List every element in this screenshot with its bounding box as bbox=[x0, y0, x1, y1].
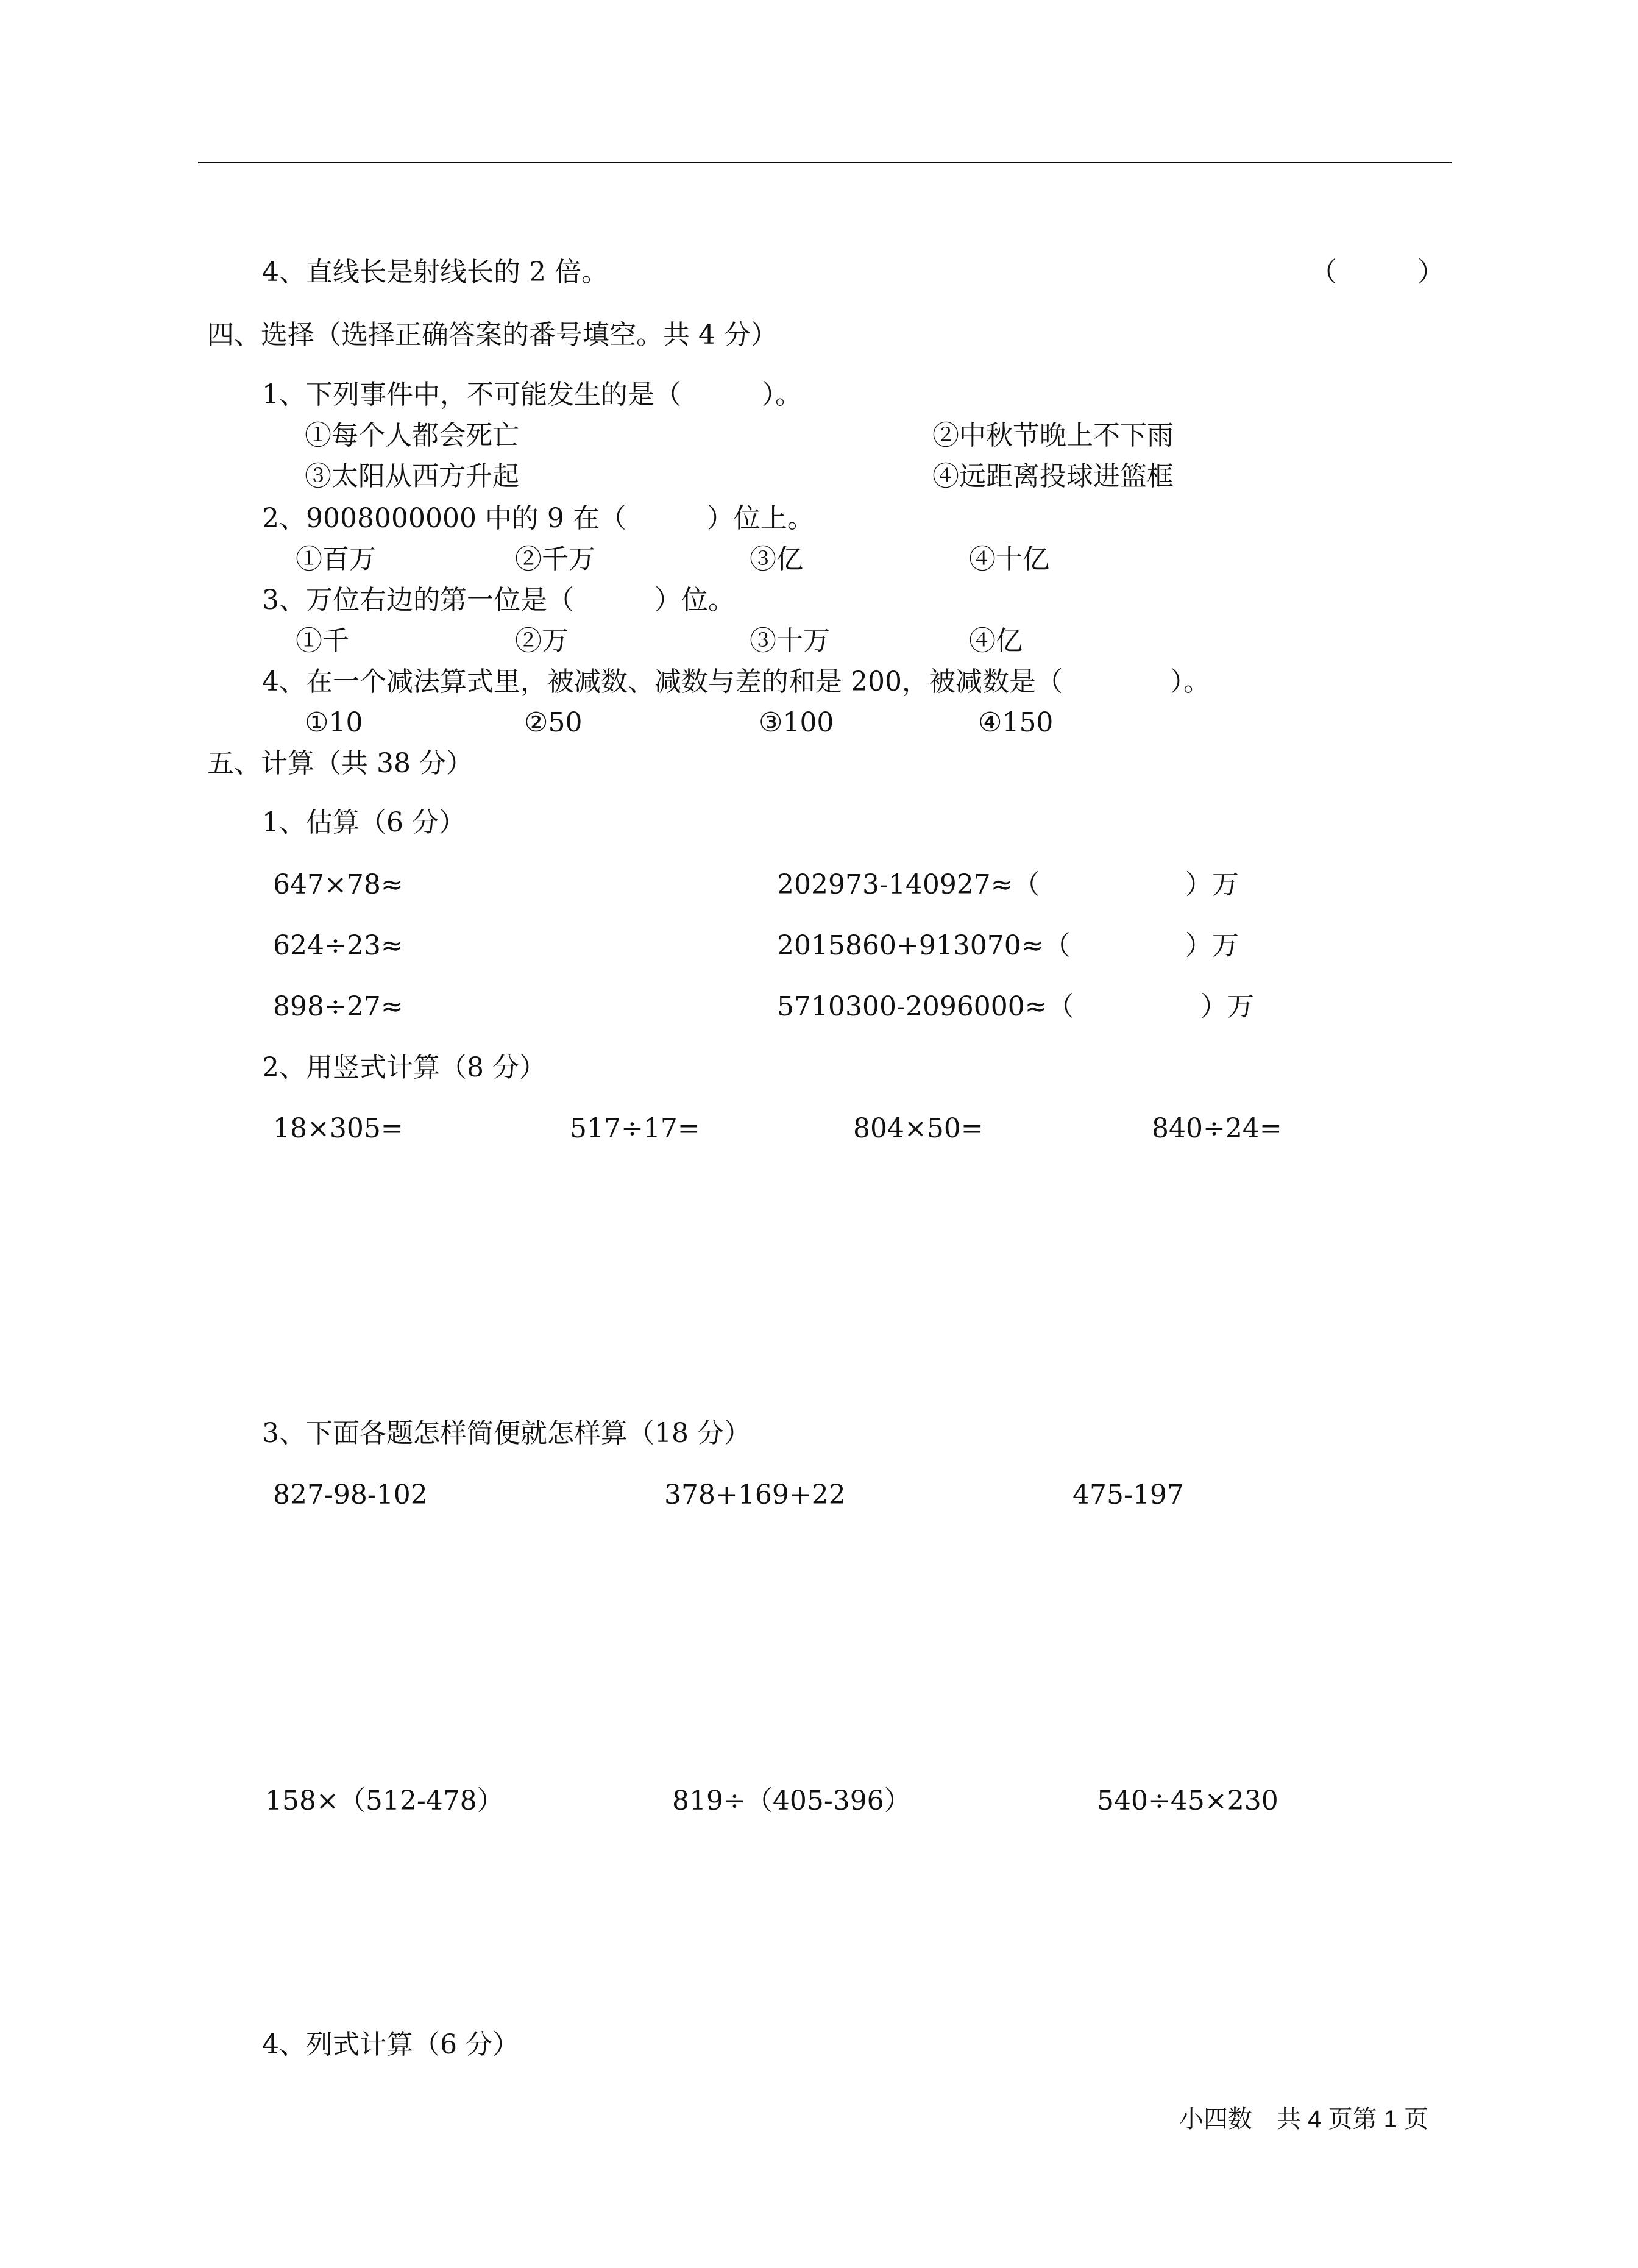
choice-1-option-3: ③太阳从西方升起 bbox=[305, 461, 519, 492]
choice-4-option-1: ①10 bbox=[305, 707, 363, 738]
vertical-calc-item-3: 804×50= bbox=[853, 1113, 984, 1144]
choice-question-4: 4、在一个减法算式里，被减数、减数与差的和是 200，被减数是（ ）。 bbox=[262, 666, 1210, 697]
vertical-calc-item-1: 18×305= bbox=[273, 1113, 403, 1144]
choice-2-option-4: ④十亿 bbox=[969, 544, 1049, 575]
estimation-title: 1、估算（6 分） bbox=[262, 807, 466, 838]
simplify-row2-item-1: 158×（512-478） bbox=[265, 1785, 504, 1816]
choice-3-option-4: ④亿 bbox=[969, 625, 1023, 656]
vertical-calc-item-2: 517÷17= bbox=[570, 1113, 700, 1144]
choice-1-option-4: ④远距离投球进篮框 bbox=[932, 461, 1174, 492]
estimation-right-3: 5710300-2096000≈（ bbox=[777, 991, 1074, 1022]
simplify-row2-item-2: 819÷（405-396） bbox=[672, 1785, 911, 1816]
page-footer: 小四数 共 4 页第 1 页 bbox=[1179, 2106, 1428, 2133]
estimation-right-3-close: ）万 bbox=[1200, 991, 1254, 1022]
choice-1-option-2: ②中秋节晚上不下雨 bbox=[932, 420, 1174, 451]
vertical-calc-title: 2、用竖式计算（8 分） bbox=[262, 1052, 546, 1083]
choice-2-option-2: ②千万 bbox=[515, 544, 595, 575]
simplify-row1-item-3: 475-197 bbox=[1072, 1479, 1184, 1510]
choice-1-option-1: ①每个人都会死亡 bbox=[305, 420, 519, 451]
choice-4-option-2: ②50 bbox=[524, 707, 583, 738]
choice-3-option-3: ③十万 bbox=[750, 625, 830, 656]
estimation-right-2: 2015860+913070≈（ bbox=[777, 930, 1071, 961]
simplify-calc-title: 3、下面各题怎样简便就怎样算（18 分） bbox=[262, 1418, 751, 1449]
estimation-left-2: 624÷23≈ bbox=[273, 930, 403, 961]
choice-question-1: 1、下列事件中，不可能发生的是（ ）。 bbox=[262, 379, 802, 410]
simplify-row2-item-3: 540÷45×230 bbox=[1097, 1785, 1278, 1816]
simplify-row1-item-2: 378+169+22 bbox=[664, 1479, 846, 1510]
simplify-row1-item-1: 827-98-102 bbox=[273, 1479, 428, 1510]
estimation-left-1: 647×78≈ bbox=[273, 869, 403, 900]
header-rule bbox=[198, 162, 1452, 163]
judge-answer-blank: （ ） bbox=[1310, 257, 1444, 288]
section-5-heading: 五、计算（共 38 分） bbox=[207, 748, 473, 779]
vertical-calc-item-4: 840÷24= bbox=[1152, 1113, 1282, 1144]
judge-question-4: 4、直线长是射线长的 2 倍。 bbox=[262, 257, 608, 288]
choice-3-option-2: ②万 bbox=[515, 625, 569, 656]
estimation-right-2-close: ）万 bbox=[1185, 930, 1239, 961]
estimation-right-1: 202973-140927≈（ bbox=[777, 869, 1040, 900]
estimation-right-1-close: ）万 bbox=[1185, 869, 1239, 900]
choice-question-2: 2、9008000000 中的 9 在（ ）位上。 bbox=[262, 503, 814, 534]
choice-question-3: 3、万位右边的第一位是（ ）位。 bbox=[262, 585, 735, 616]
choice-4-option-3: ③100 bbox=[759, 707, 834, 738]
equation-calc-title: 4、列式计算（6 分） bbox=[262, 2029, 519, 2060]
choice-2-option-1: ①百万 bbox=[296, 544, 376, 575]
choice-4-option-4: ④150 bbox=[978, 707, 1054, 738]
choice-2-option-3: ③亿 bbox=[750, 544, 803, 575]
choice-3-option-1: ①千 bbox=[296, 625, 349, 656]
estimation-left-3: 898÷27≈ bbox=[273, 991, 403, 1022]
section-4-heading: 四、选择（选择正确答案的番号填空。共 4 分） bbox=[207, 319, 778, 350]
